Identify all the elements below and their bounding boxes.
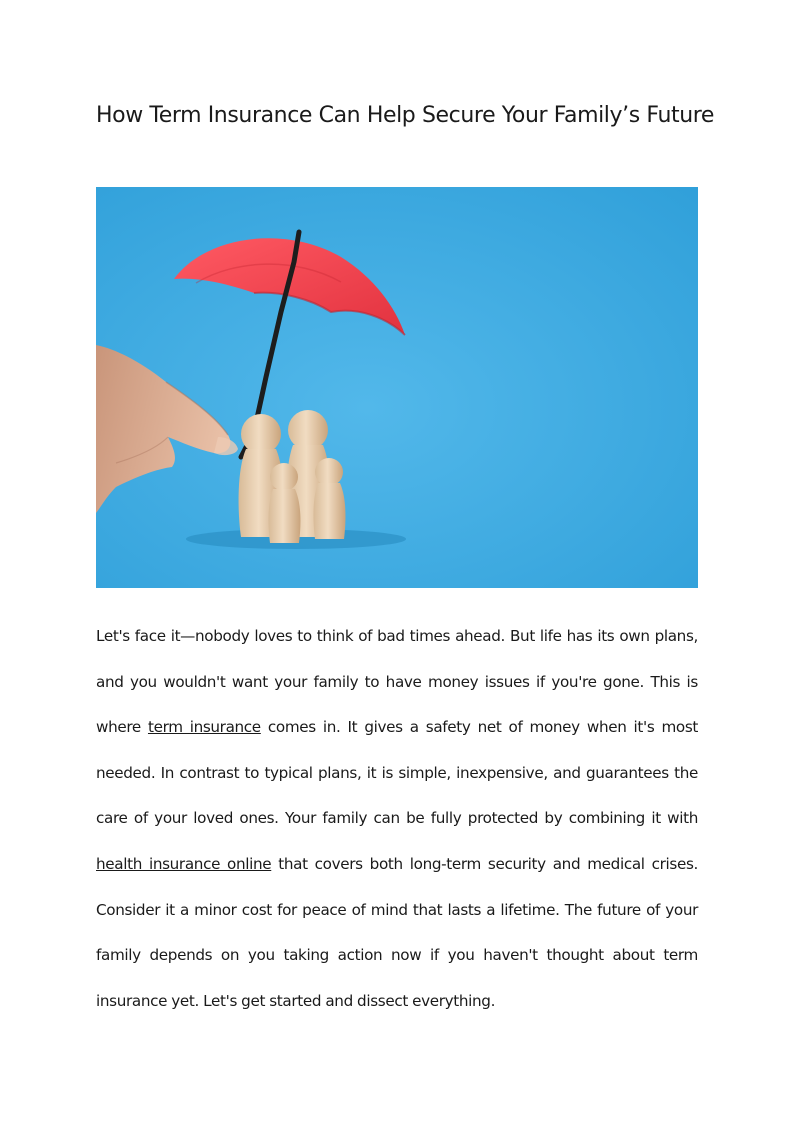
paragraph-text-3: that covers both long-term security and medical crises. Consider it a minor cost for peace of mind that lasts a lifetime. The future of your family depends on you taking action now if you haven't thought about term insurance yet. Let's get started and dissect everything. (96, 854, 698, 1010)
health-insurance-online-link[interactable]: health insurance online (96, 854, 272, 873)
article-paragraph (96, 614, 698, 1024)
hero-image (96, 187, 698, 588)
paragraph-text-2: comes in. It gives a safety net of money when it's most needed. In contrast to typical plans, it is simple, inexpensive, and guarantees the care of your loved ones. Your family can be fully protected by combining it with (96, 718, 699, 828)
term-insurance-link[interactable]: term insurance (147, 718, 261, 737)
hero-background (96, 187, 698, 588)
paragraph-text-1: Let's face it—nobody loves to think of bad times ahead. But life has its own plans, and you wouldn't want your family to have money issues if you're gone. This is where (96, 627, 698, 737)
page-title: How Term Insurance Can Help Secure Your Family’s Future (96, 103, 715, 128)
